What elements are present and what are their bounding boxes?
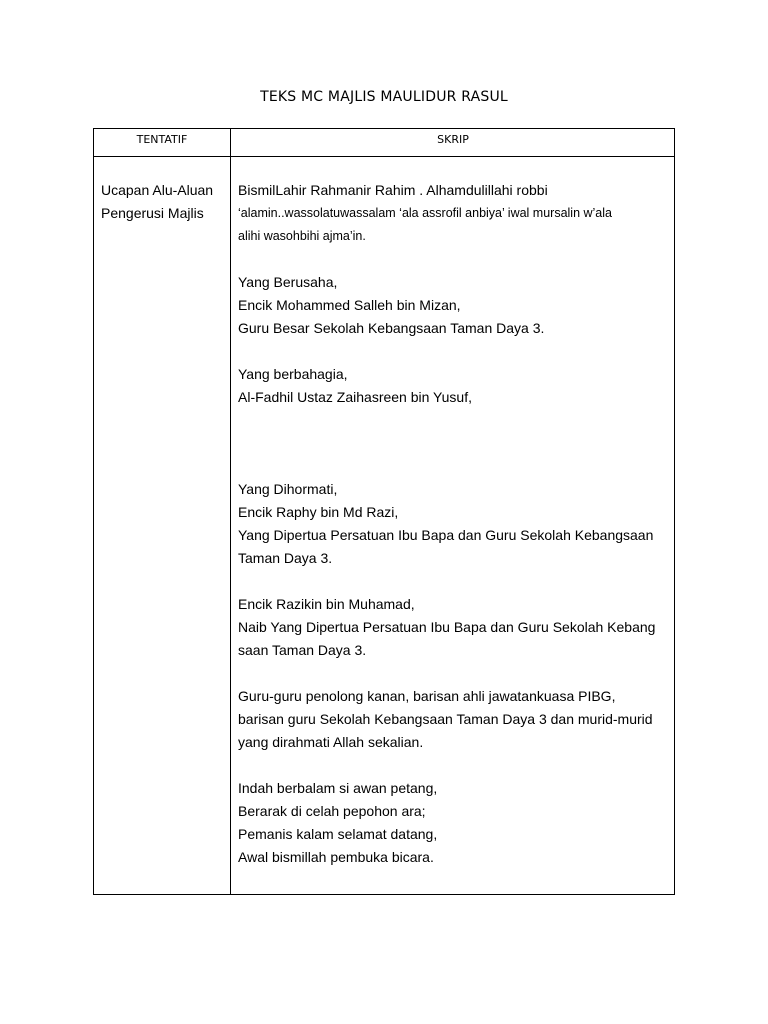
opening-line: alihi wasohbihi ajma’in. — [238, 229, 366, 243]
tentatif-line: Ucapan Alu-Aluan — [101, 182, 214, 198]
yang-dipertua-line: Taman Daya 3. — [238, 550, 333, 566]
header-tentatif: TENTATIF — [136, 133, 188, 146]
yang-dipertua-line: Yang Dihormati, — [238, 481, 338, 497]
guru-guru-line: yang dirahmati Allah sekalian. — [238, 734, 424, 750]
opening-line: BismilLahir Rahmanir Rahim . Alhamdulillahi robbi — [238, 182, 548, 198]
tentatif-cell — [101, 179, 227, 225]
pantun-line: Pemanis kalam selamat datang, — [238, 826, 438, 842]
yang-dipertua-paragraph — [238, 478, 670, 570]
column-divider — [230, 129, 231, 894]
page-title: TEKS MC MAJLIS MAULIDUR RASUL — [260, 89, 508, 105]
pantun-paragraph — [238, 777, 670, 869]
opening-line: ‘alamin..wassolatuwassalam ‘ala assrofil anbiya’ iwal mursalin w’ala — [238, 206, 612, 220]
ustaz-paragraph — [238, 363, 670, 409]
naib-yang-dipertua-line: Encik Razikin bin Muhamad, — [238, 596, 415, 612]
pantun-line: Awal bismillah pembuka bicara. — [238, 849, 434, 865]
guru-guru-line: Guru-guru penolong kanan, barisan ahli jawatankuasa PIBG, — [238, 688, 616, 704]
guru-besar-line: Encik Mohammed Salleh bin Mizan, — [238, 297, 461, 313]
ustaz-line: Al-Fadhil Ustaz Zaihasreen bin Yusuf, — [238, 389, 472, 405]
script-table — [93, 128, 675, 895]
guru-guru-paragraph — [238, 685, 670, 754]
guru-besar-paragraph — [238, 271, 670, 340]
tentatif-line: Pengerusi Majlis — [101, 205, 204, 221]
guru-besar-line: Yang Berusaha, — [238, 274, 338, 290]
header-skrip: SKRIP — [437, 133, 469, 146]
opening-paragraph — [238, 179, 670, 248]
guru-besar-line: Guru Besar Sekolah Kebangsaan Taman Daya 3. — [238, 320, 545, 336]
naib-yang-dipertua-line: saan Taman Daya 3. — [238, 642, 367, 658]
ustaz-line: Yang berbahagia, — [238, 366, 348, 382]
naib-yang-dipertua-line: Naib Yang Dipertua Persatuan Ibu Bapa dan Guru Sekolah Kebang — [238, 619, 656, 635]
guru-guru-line: barisan guru Sekolah Kebangsaan Taman Daya 3 dan murid-murid — [238, 711, 653, 727]
pantun-line: Berarak di celah pepohon ara; — [238, 803, 426, 819]
yang-dipertua-line: Yang Dipertua Persatuan Ibu Bapa dan Guru Sekolah Kebangsaan — [238, 527, 654, 543]
pantun-line: Indah berbalam si awan petang, — [238, 780, 438, 796]
yang-dipertua-line: Encik Raphy bin Md Razi, — [238, 504, 399, 520]
skrip-cell — [238, 179, 670, 869]
naib-yang-dipertua-paragraph — [238, 593, 670, 662]
header-divider — [94, 156, 674, 157]
